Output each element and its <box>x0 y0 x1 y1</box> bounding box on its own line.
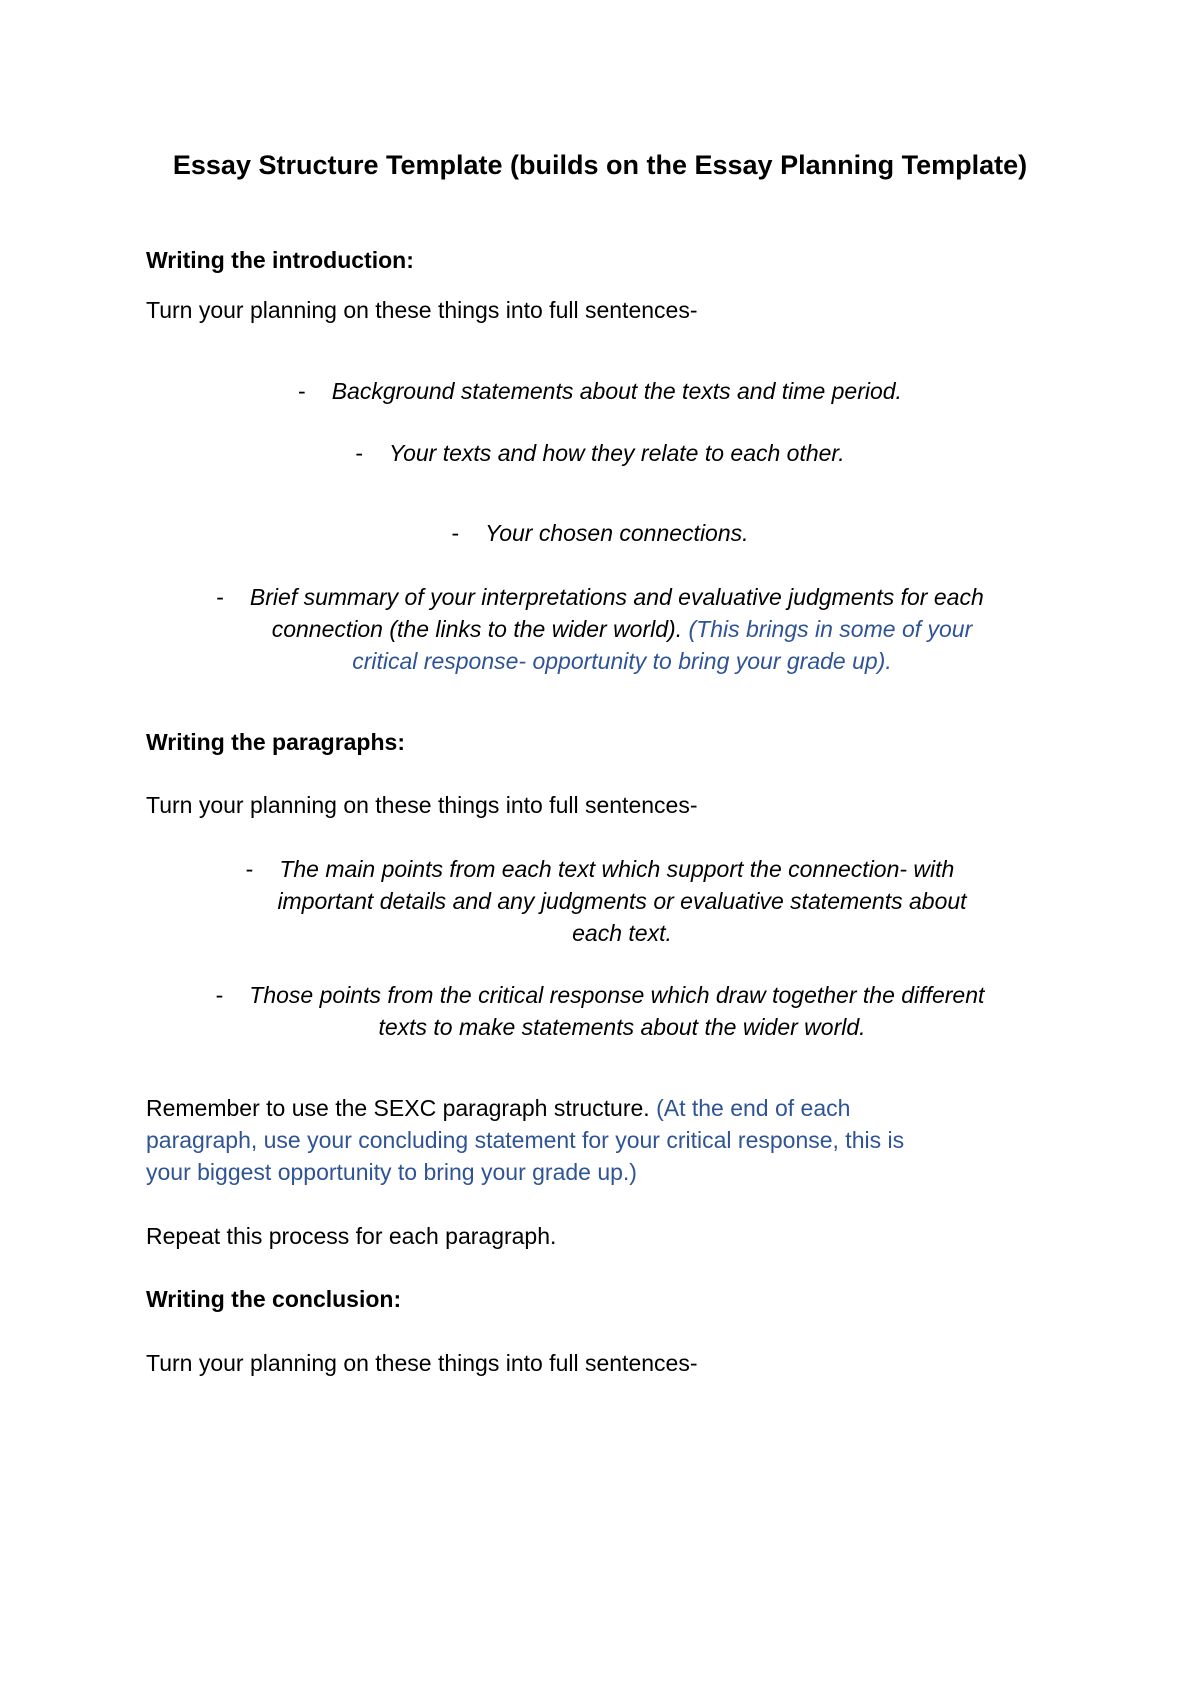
paragraphs-bullet-1-line-1 <box>0 852 1200 886</box>
intro-bullet-4-line-3: critical response- opportunity to bring your grade up). <box>352 648 892 674</box>
intro-bullet-2 <box>0 436 1200 470</box>
intro-bullet-4-text-1: Brief summary of your interpretations and evaluative judgments for each <box>249 584 984 610</box>
intro-heading: Writing the introduction: <box>146 247 414 273</box>
bullet-dash: - <box>216 584 224 610</box>
remember-line-1 <box>146 1091 850 1125</box>
bullet-dash: - <box>355 440 364 466</box>
paragraphs-bullet-2-text-1: Those points from the critical response which draw together the different <box>249 982 985 1008</box>
paragraphs-lead: Turn your planning on these things into full sentences- <box>146 792 698 818</box>
remember-text: Remember to use the SEXC paragraph structure. <box>146 1095 657 1121</box>
intro-lead: Turn your planning on these things into full sentences- <box>146 297 698 323</box>
remember-line-3: your biggest opportunity to bring your grade up.) <box>146 1159 637 1185</box>
bullet-dash: - <box>451 520 460 546</box>
intro-bullet-3 <box>0 516 1200 550</box>
intro-bullet-1-text: Background statements about the texts and time period. <box>331 378 902 404</box>
intro-bullet-4-line-2 <box>22 612 1200 646</box>
intro-bullet-1 <box>0 374 1200 408</box>
document-title: Essay Structure Template (builds on the Essay Planning Template) <box>172 150 1028 180</box>
remember-line-2: paragraph, use your concluding statement for your critical response, this is <box>146 1127 905 1153</box>
intro-bullet-4-text-2: connection (the links to the wider world). <box>271 616 689 642</box>
paragraphs-bullet-2-line-2: texts to make statements about the wider world. <box>378 1014 866 1040</box>
paragraphs-bullet-2-line-1 <box>0 978 1200 1012</box>
conclusion-lead: Turn your planning on these things into full sentences- <box>146 1350 698 1376</box>
intro-bullet-4-text-2-blue: (This brings in some of your <box>688 616 973 642</box>
paragraphs-heading: Writing the paragraphs: <box>146 729 405 755</box>
remember-blue-1: (At the end of each <box>656 1095 851 1121</box>
bullet-dash: - <box>245 856 254 882</box>
repeat-text: Repeat this process for each paragraph. <box>146 1223 557 1249</box>
intro-bullet-4-line-1 <box>0 580 1200 614</box>
bullet-dash: - <box>215 982 224 1008</box>
paragraphs-bullet-1-text-1: The main points from each text which support the connection- with <box>279 856 955 882</box>
conclusion-heading: Writing the conclusion: <box>146 1286 402 1312</box>
paragraphs-bullet-1-line-2: important details and any judgments or evaluative statements about <box>277 888 967 914</box>
bullet-dash: - <box>298 378 306 404</box>
paragraphs-bullet-1-line-3: each text. <box>572 920 672 946</box>
intro-bullet-3-text: Your chosen connections. <box>485 520 749 546</box>
intro-bullet-2-text: Your texts and how they relate to each other. <box>389 440 845 466</box>
